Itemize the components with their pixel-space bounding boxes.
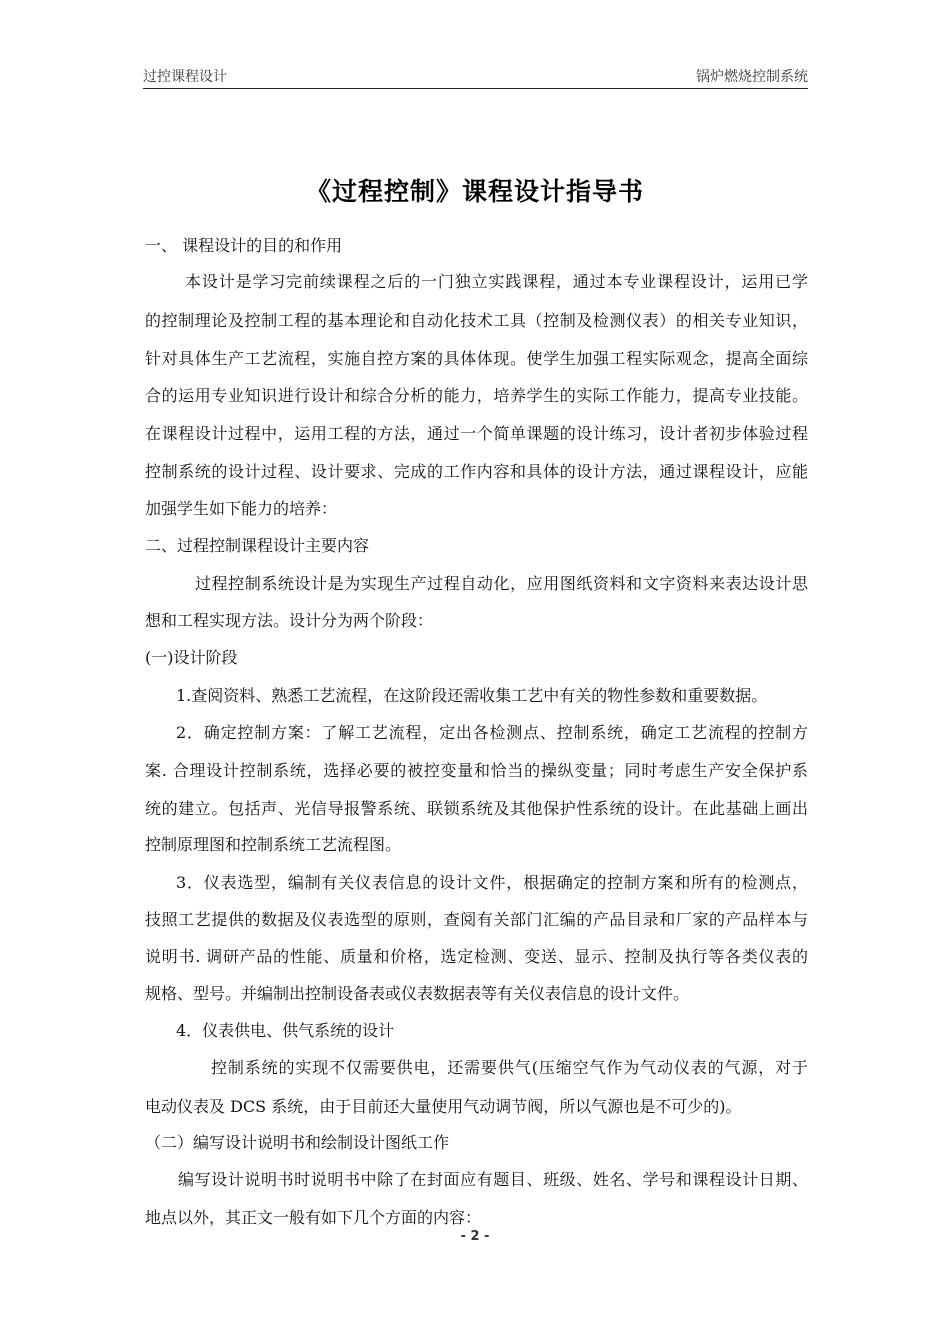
list-item: 3．仪表选型，编制有关仪表信息的设计文件，根据确定的控制方案和所有的检测点， <box>176 873 808 892</box>
paragraph-line: 针对具体生产工艺流程，实施自控方案的具体体现。使学生加强工程实际观念，提高全面综 <box>145 349 808 368</box>
page-number: - 2 - <box>460 1229 490 1244</box>
subsection-heading-design-stage: (一)设计阶段 <box>145 648 238 667</box>
list-item: 1.查阅资料、熟悉工艺流程，在这阶段还需收集工艺中有关的物性参数和重要数据。 <box>176 686 768 705</box>
subsection-heading-writing: （二）编写设计说明书和绘制设计图纸工作 <box>145 1133 450 1152</box>
document-title: 《过程控制》课程设计指导书 <box>305 177 644 206</box>
paragraph-line: 在课程设计过程中，运用工程的方法，通过一个简单课题的设计练习，设计者初步体验过程 <box>145 424 808 443</box>
paragraph-line: 电动仪表及 DCS 系统，由于目前还大量使用气动调节阀，所以气源也是不可少的)。 <box>145 1097 742 1116</box>
paragraph-line: 控制系统的实现不仅需要供电，还需要供气(压缩空气作为气动仪表的气源，对于 <box>211 1058 808 1077</box>
paragraph-line: 本设计是学习完前续课程之后的一门独立实践课程，通过本专业课程设计，运用已学 <box>185 272 808 291</box>
paragraph-line: 编写设计说明书时说明书中除了在封面应有题目、班级、姓名、学号和课程设计日期、 <box>178 1170 808 1189</box>
paragraph-line: 合的运用专业知识进行设计和综合分析的能力，培养学生的实际工作能力，提高专业技能。 <box>145 386 808 405</box>
paragraph-line: 技照工艺提供的数据及仪表选型的原则，查阅有关部门汇编的产品目录和厂家的产品样本与 <box>145 910 808 929</box>
paragraph-line: 规格、型号。并编制出控制设备表或仪表数据表等有关仪表信息的设计文件。 <box>145 984 690 1003</box>
page-header <box>143 64 808 89</box>
paragraph-line: 统的建立。包括声、光信导报警系统、联锁系统及其他保护性系统的设计。在此基础上画出 <box>145 799 808 818</box>
section-heading-content: 二、过程控制课程设计主要内容 <box>145 536 370 555</box>
paragraph-line: 加强学生如下能力的培养： <box>145 499 338 518</box>
paragraph-line: 案. 合理设计控制系统，选择必要的被控变量和恰当的操纵变量；同时考虑生产安全保护系 <box>145 761 808 780</box>
paragraph-line: 的控制理论及控制工程的基本理论和自动化技术工具（控制及检测仪表）的相关专业知识， <box>145 311 808 330</box>
header-course-label: 过控课程设计 <box>143 69 227 85</box>
paragraph-line: 过程控制系统设计是为实现生产过程自动化，应用图纸资料和文字资料来表达设计思 <box>195 574 808 593</box>
paragraph-line: 说明书. 调研产品的性能、质量和价格，选定检测、变送、显示、控制及执行等各类仪表的 <box>145 947 808 966</box>
header-topic-label: 锅炉燃烧控制系统 <box>696 69 808 85</box>
paragraph-line: 控制系统的设计过程、设计要求、完成的工作内容和具体的设计方法，通过课程设计，应能 <box>145 462 808 481</box>
section-heading-purpose: 一、 课程设计的目的和作用 <box>145 236 343 255</box>
paragraph-line: 控制原理图和控制系统工艺流程图。 <box>145 835 402 854</box>
paragraph-line: 想和工程实现方法。设计分为两个阶段： <box>145 611 434 630</box>
paragraph-line: 地点以外，其正文一般有如下几个方面的内容： <box>145 1208 482 1227</box>
list-item: 4．仪表供电、供气系统的设计 <box>176 1021 395 1040</box>
list-item: 2．确定控制方案：了解工艺流程，定出各检测点、控制系统，确定工艺流程的控制方 <box>176 723 808 742</box>
